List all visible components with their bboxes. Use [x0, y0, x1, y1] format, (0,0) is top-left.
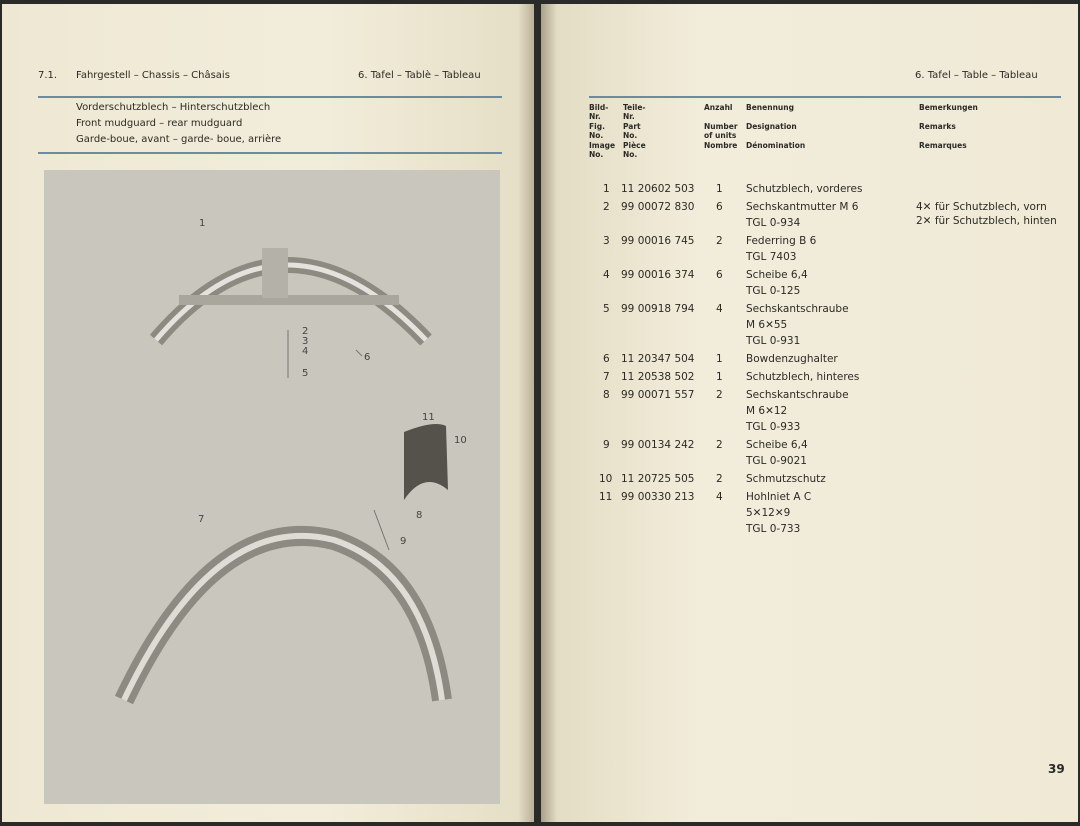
part-number: 99 00016 745: [621, 235, 695, 247]
part-number: 11 20602 503: [621, 183, 695, 195]
subtitle-fr: Garde-boue, avant – garde- boue, arrière: [76, 134, 282, 145]
table-row: [541, 199, 1071, 231]
quantity: 1: [716, 353, 723, 365]
table-row: [541, 437, 1071, 469]
header-part-1: Part No.: [623, 122, 641, 140]
table-row: [541, 267, 1071, 299]
quantity: 2: [716, 439, 723, 451]
table-row: [541, 301, 1071, 349]
callout-4: 4: [302, 346, 309, 357]
part-number: 99 00072 830: [621, 201, 695, 213]
fig-number: 10: [599, 473, 613, 485]
subtitle-rule: [38, 152, 502, 154]
fig-number: 11: [599, 491, 613, 503]
section-number: 7.1.: [38, 70, 58, 81]
quantity: 1: [716, 371, 723, 383]
header-qty-1: Number of units: [704, 122, 738, 140]
designation: Schutzblech, vorderes: [746, 183, 863, 195]
callout-10: 10: [454, 435, 467, 446]
table-row: [541, 387, 1071, 435]
table-label: 6. Tafel – Table – Tableau: [915, 70, 1038, 81]
header-desc-1: Designation: [746, 122, 797, 131]
designation: Scheibe 6,4: [746, 439, 808, 451]
part-number: 99 00918 794: [621, 303, 695, 315]
part-number: 11 20538 502: [621, 371, 695, 383]
table-row: [541, 181, 1071, 197]
callout-6: 6: [364, 352, 371, 363]
quantity: 2: [716, 473, 723, 485]
quantity: 6: [716, 201, 723, 213]
callout-1: 1: [199, 218, 206, 229]
front-mudguard-bracket: [179, 295, 399, 305]
fig-number: 1: [603, 183, 610, 195]
designation: TGL 0-931: [746, 335, 801, 347]
fig-number: 9: [603, 439, 610, 451]
table-row: [541, 233, 1071, 265]
fig-number: 7: [603, 371, 610, 383]
table-row: [541, 369, 1071, 385]
designation: TGL 0-934: [746, 217, 801, 229]
fig-number: 2: [603, 201, 610, 213]
designation: M 6✕55: [746, 319, 788, 331]
fig-number: 6: [603, 353, 610, 365]
table-row: [541, 489, 1071, 537]
exploded-parts-figure: [44, 170, 500, 804]
quantity: 2: [716, 389, 723, 401]
header-part-2: Pièce No.: [623, 141, 646, 159]
header-qty-2: Nombre: [704, 141, 738, 150]
table-label: 6. Tafel – Tablè – Tableau: [358, 70, 481, 81]
header-remarks-2: Remarques: [919, 141, 967, 150]
header-qty-0: Anzahl: [704, 103, 733, 112]
callout-5: 5: [302, 368, 309, 379]
table-row: [541, 471, 1071, 487]
designation: Schutzblech, hinteres: [746, 371, 860, 383]
section-title: Fahrgestell – Chassis – Châsais: [76, 70, 230, 81]
mud-flap: [404, 424, 448, 500]
quantity: 1: [716, 183, 723, 195]
callout-9: 9: [400, 536, 407, 547]
fig-number: 8: [603, 389, 610, 401]
part-number: 99 00134 242: [621, 439, 695, 451]
fig-number: 3: [603, 235, 610, 247]
fig-number: 5: [603, 303, 610, 315]
header-part-0: Teile- Nr.: [623, 103, 646, 121]
part-number: 11 20347 504: [621, 353, 695, 365]
remark: 4✕ für Schutzblech, vorn: [916, 201, 1047, 213]
header-desc-0: Benennung: [746, 103, 794, 112]
callout-8: 8: [416, 510, 423, 521]
designation: M 6✕12: [746, 405, 788, 417]
header-fig-2: Image No.: [589, 141, 616, 159]
right-page: [541, 4, 1078, 822]
designation: 5✕12✕9: [746, 507, 791, 519]
quantity: 4: [716, 303, 723, 315]
designation: Hohlniet A C: [746, 491, 812, 503]
page-number: 39: [1048, 762, 1065, 776]
designation: Schmutzschutz: [746, 473, 826, 485]
left-page: [2, 4, 534, 822]
designation: TGL 0-9021: [746, 455, 807, 467]
designation: TGL 0-125: [746, 285, 801, 297]
quantity: 6: [716, 269, 723, 281]
header-desc-2: Dénomination: [746, 141, 806, 150]
part-number: 99 00016 374: [621, 269, 695, 281]
designation: TGL 0-733: [746, 523, 801, 535]
designation: Bowdenzughalter: [746, 353, 838, 365]
callout-2: 2: [302, 326, 309, 337]
callout-11: 11: [422, 412, 435, 423]
part-number: 99 00330 213: [621, 491, 695, 503]
designation: Scheibe 6,4: [746, 269, 808, 281]
designation: TGL 7403: [746, 251, 797, 263]
header-fig-0: Bild- Nr.: [589, 103, 609, 121]
header-remarks-0: Bemerkungen: [919, 103, 978, 112]
part-number: 11 20725 505: [621, 473, 695, 485]
quantity: 2: [716, 235, 723, 247]
designation: Sechskantschraube: [746, 389, 849, 401]
header-rule: [38, 96, 502, 98]
header-fig-1: Fig. No.: [589, 122, 605, 140]
table-row: [541, 351, 1071, 367]
header-remarks-1: Remarks: [919, 122, 956, 131]
callout-3: 3: [302, 336, 309, 347]
header-rule: [589, 96, 1061, 98]
designation: Sechskantschraube: [746, 303, 849, 315]
designation: TGL 0-933: [746, 421, 801, 433]
subtitle-de: Vorderschutzblech – Hinterschutzblech: [76, 102, 271, 113]
subtitle-en: Front mudguard – rear mudguard: [76, 118, 243, 129]
callout-7: 7: [198, 514, 205, 525]
designation: Sechskantmutter M 6: [746, 201, 859, 213]
fig-number: 4: [603, 269, 610, 281]
remark: 2✕ für Schutzblech, hinten: [916, 215, 1057, 227]
quantity: 4: [716, 491, 723, 503]
part-number: 99 00071 557: [621, 389, 695, 401]
designation: Federring B 6: [746, 235, 817, 247]
mudguard-drawing: [44, 170, 500, 804]
